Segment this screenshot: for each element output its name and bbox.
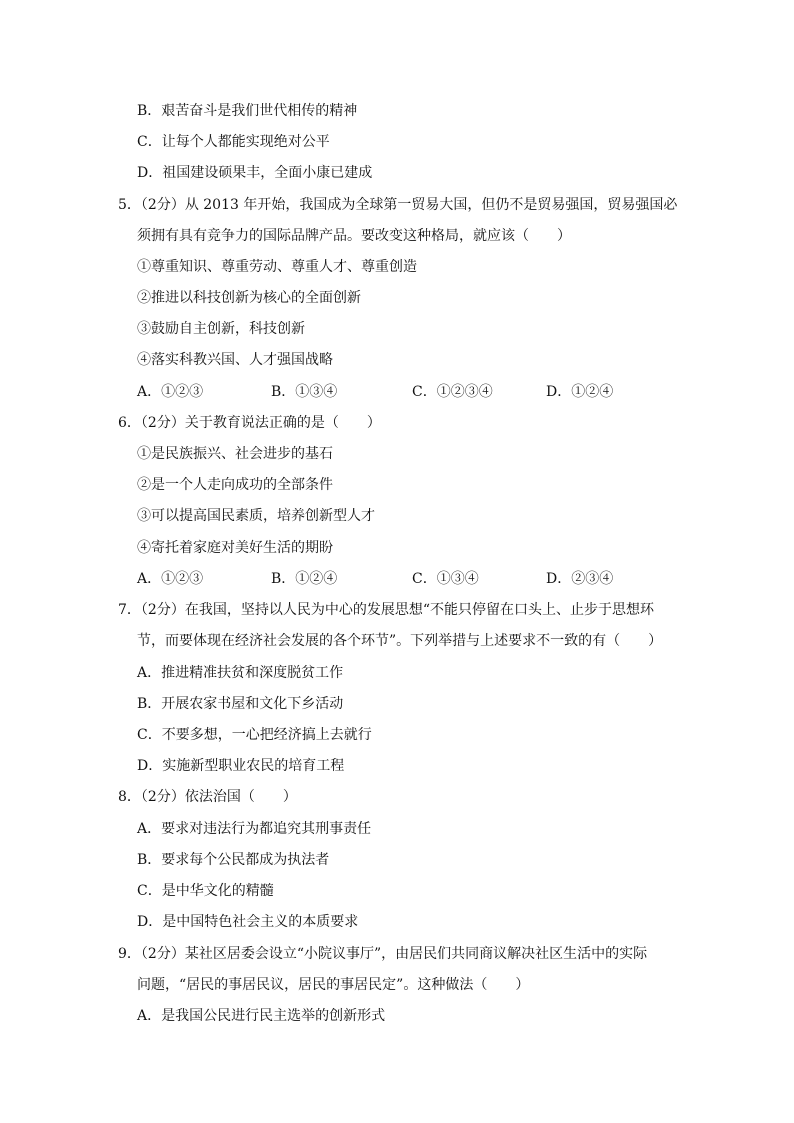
- q5-choices: [137, 382, 657, 402]
- q6-item-2: ②是一个人走向成功的全部条件: [137, 477, 333, 493]
- q4-option-b: B．艰苦奋斗是我们世代相传的精神: [137, 103, 358, 119]
- q6-item-3: ③可以提高国民素质，培养创新型人才: [137, 508, 375, 524]
- q4-option-d: D．祖国建设硕果丰，全面小康已建成: [137, 165, 373, 181]
- q7-option-d: D．实施新型职业农民的培育工程: [137, 758, 345, 774]
- q5-item-3: ③鼓励自主创新，科技创新: [137, 321, 305, 337]
- q9-option-a: A．是我国公民进行民主选举的创新形式: [137, 1008, 386, 1024]
- q8-option-d: D．是中国特色社会主义的本质要求: [137, 914, 359, 930]
- q6-item-4: ④寄托着家庭对美好生活的期盼: [137, 540, 333, 556]
- q8-option-b: B．要求每个公民都成为执法者: [137, 852, 330, 868]
- q7-option-a: A．推进精准扶贫和深度脱贫工作: [137, 665, 344, 681]
- q7-stem-line2: 节，而要体现在经济社会发展的各个环节”。下列举措与上述要求不一致的有（ ）: [137, 633, 663, 649]
- q8-stem-line1: 8．（2分）依法治国（ ）: [118, 789, 297, 805]
- q5-choice-b: B．①③④: [271, 384, 338, 400]
- q9-stem-line2: 问题，“居民的事居民议，居民的事居民定”。这种做法（ ）: [137, 977, 530, 993]
- q6-choice-d: D．②③④: [546, 571, 614, 587]
- q4-option-c: C．让每个人都能实现绝对公平: [137, 134, 330, 150]
- q8-option-a: A．要求对违法行为都追究其刑事责任: [137, 821, 372, 837]
- q5-item-4: ④落实科教兴国、人才强国战略: [137, 352, 333, 368]
- q7-option-b: B．开展农家书屋和文化下乡活动: [137, 696, 344, 712]
- q5-item-1: ①尊重知识、尊重劳动、尊重人才、尊重创造: [137, 259, 417, 275]
- q5-stem-line1: 5．（2分）从 2013 年开始，我国成为全球第一贸易大国，但仍不是贸易强国，贸易强国必: [118, 197, 678, 213]
- q7-option-c: C．不要多想，一心把经济搞上去就行: [137, 727, 372, 743]
- q6-choices: [137, 569, 657, 589]
- q7-stem-line1: 7．（2分）在我国，坚持以人民为中心的发展思想“不能只停留在口头上、止步于思想环: [118, 602, 654, 618]
- q6-stem-line1: 6．（2分）关于教育说法正确的是（ ）: [118, 415, 381, 431]
- q9-stem-line1: 9．（2分）某社区居委会设立“小院议事厅”，由居民们共同商议解决社区生活中的实际: [118, 946, 648, 962]
- q5-stem-line2: 须拥有具有竞争力的国际品牌产品。要改变这种格局，就应该（ ）: [137, 228, 571, 244]
- q5-choice-c: C．①②③④: [412, 384, 493, 400]
- q6-choice-c: C．①③④: [412, 571, 479, 587]
- q6-choice-a: A．①②③: [137, 571, 204, 587]
- q8-option-c: C．是中华文化的精髓: [137, 883, 274, 899]
- q5-item-2: ②推进以科技创新为核心的全面创新: [137, 290, 361, 306]
- q5-choice-a: A．①②③: [137, 384, 204, 400]
- q5-choice-d: D．①②④: [546, 384, 614, 400]
- q6-choice-b: B．①②④: [271, 571, 338, 587]
- q6-item-1: ①是民族振兴、社会进步的基石: [137, 446, 333, 462]
